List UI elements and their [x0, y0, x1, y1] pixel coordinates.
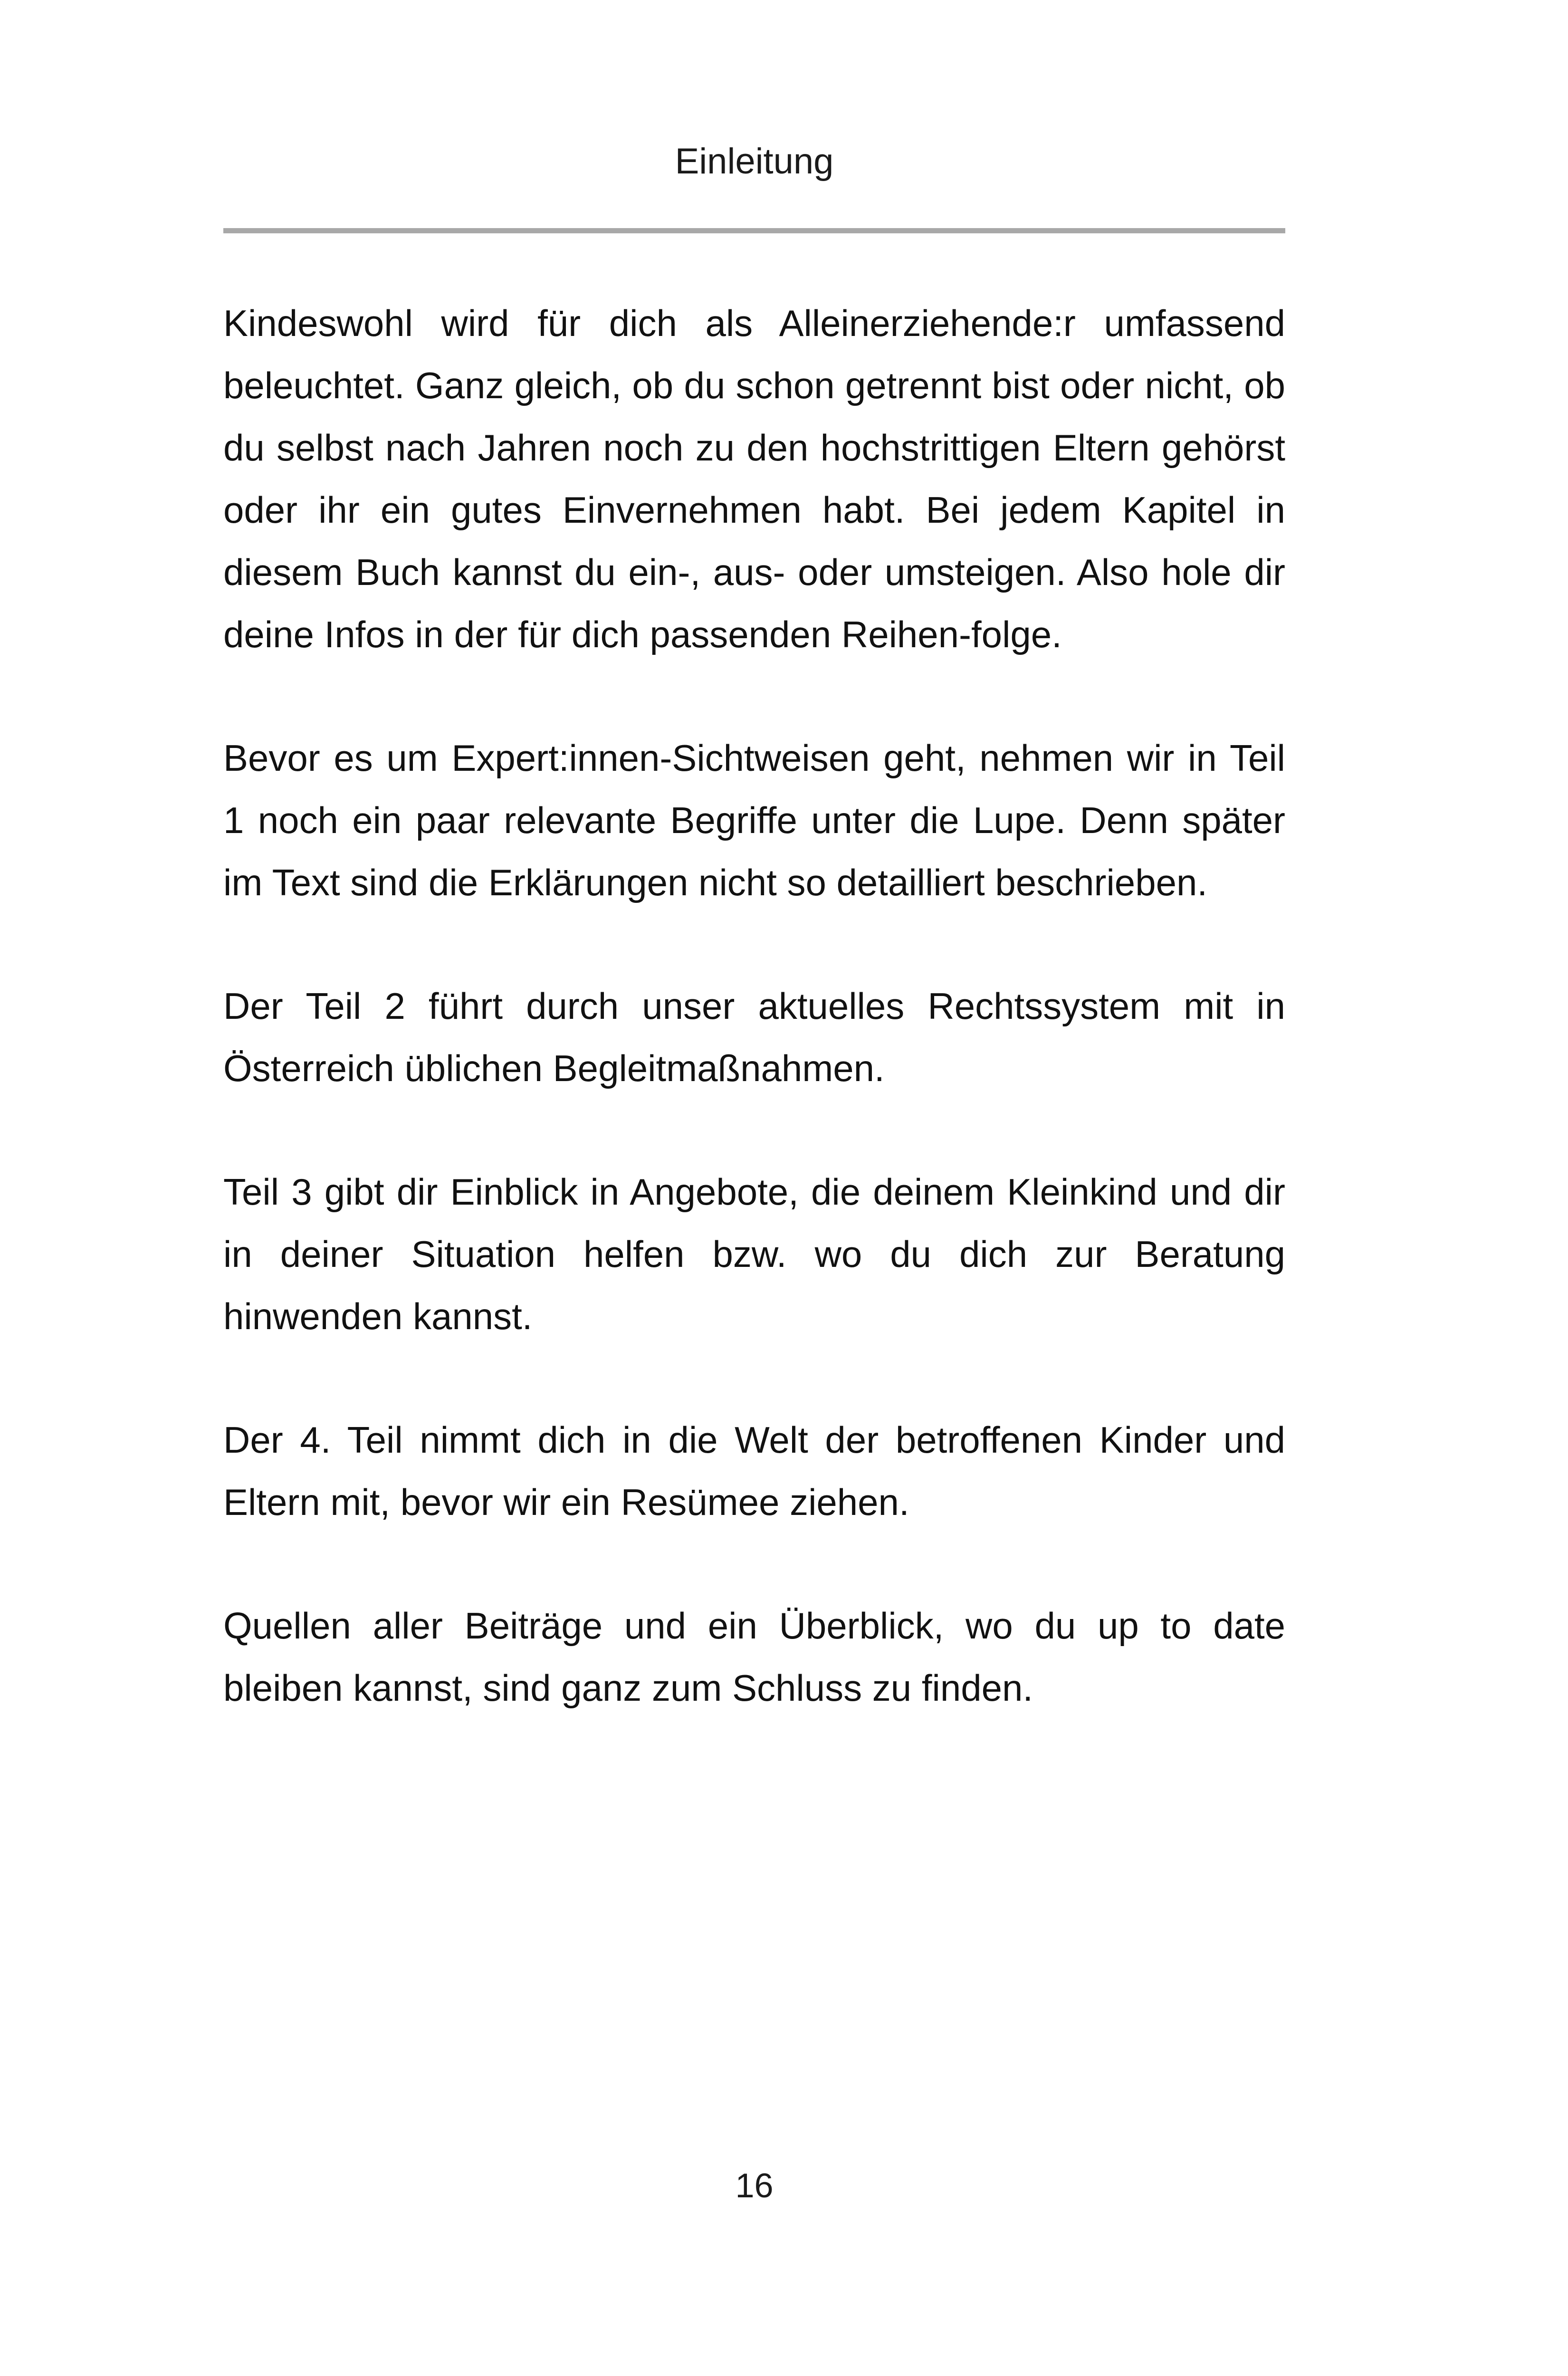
running-header: Einleitung — [675, 141, 834, 182]
paragraph-part-3: Teil 3 gibt dir Einblick in Angebote, die deinem Kleinkind und dir in deiner Situation helfen bzw. wo du dich zur Beratung hinwenden kannst. — [223, 1171, 1285, 1337]
paragraph-part-1: Bevor es um Expert:innen-Sichtweisen geht, nehmen wir in Teil 1 noch ein paar relevante Begriffe unter die Lupe. Denn später im Text sind die Erklärungen nicht so detailliert beschrieben. — [223, 737, 1285, 903]
paragraph-sources: Quellen aller Beiträge und ein Überblick, wo du up to date bleiben kannst, sind ganz zum Schluss zu finden. — [223, 1605, 1285, 1709]
paragraph-part-4: Der 4. Teil nimmt dich in die Welt der betroffenen Kinder und Eltern mit, bevor wir ein Resümee ziehen. — [223, 1419, 1285, 1523]
paragraph-intro: Kindeswohl wird für dich als Alleinerziehende:r umfassend beleuchtet. Ganz gleich, ob du schon getrennt bist oder nicht, ob du selbst nach Jahren noch zu den hochstrittigen Eltern gehörst oder ihr ein gutes Einvernehmen habt. Bei jedem Kapitel in diesem Buch kannst du ein-, aus- oder umsteigen. Also hole dir deine Infos in der für dich passenden Reihen-folge. — [223, 302, 1285, 655]
page-number: 16 — [735, 2167, 774, 2205]
header-divider — [223, 228, 1285, 233]
body-text — [223, 292, 1285, 1719]
paragraph-part-2: Der Teil 2 führt durch unser aktuelles Rechtssystem mit in Österreich üblichen Begleitmaßnahmen. — [223, 985, 1285, 1089]
